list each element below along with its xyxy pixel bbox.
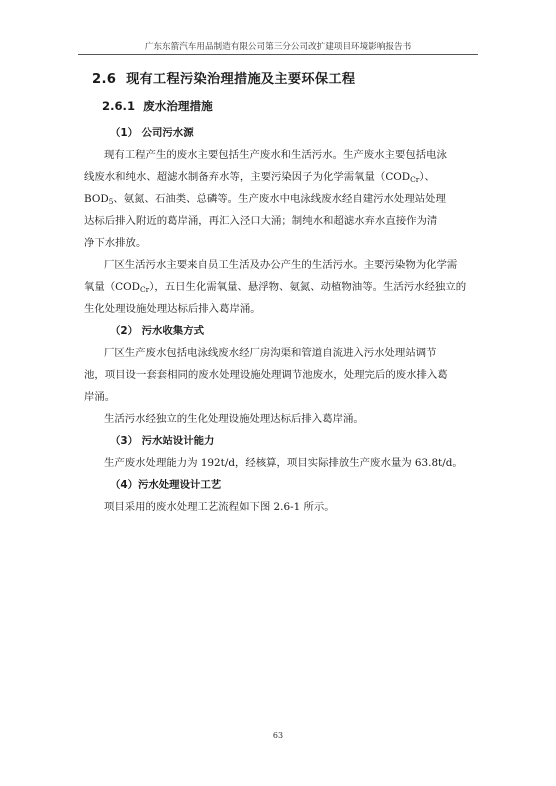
header-rule — [78, 54, 478, 55]
p1-line-5: 净下水排放。 — [84, 237, 147, 249]
section-heading — [92, 68, 355, 87]
p3-line-1: 厂区生产废水包括电泳线废水经厂房沟渠和管道自流进入污水处理站调节 — [104, 347, 437, 359]
subsection-title: 废水治理措施 — [143, 99, 213, 113]
heading-sewage-source: （1） 公司污水源 — [110, 127, 194, 139]
heading-collection-method: （2） 污水收集方式 — [110, 325, 204, 337]
subsection-heading — [102, 98, 213, 114]
section-number: 2.6 — [92, 72, 117, 87]
p1-line-4: 达标后排入附近的葛岸涌，再汇入泾口大涌；制纯水和超滤水弃水直接作为清 — [84, 215, 438, 227]
page-number: 63 — [272, 731, 284, 740]
p2-line-3: 生化处理设施处理达标后排入葛岸涌。 — [84, 303, 261, 315]
heading-treatment-process: （4）污水处理设计工艺 — [110, 479, 222, 491]
p1-line-3: $BOD_5$、氨氮、石油类、总磷等。生产废水中电泳线废水经自建污水处理站处理 — [84, 193, 446, 206]
p1-line-2: 线废水和纯水、超滤水制备弃水等，主要污染因子为化学需氧量$(COD_{Cr})$、 — [84, 171, 435, 184]
heading-design-capacity: （3） 污水站设计能力 — [110, 435, 215, 447]
p4-line-1: 生活污水经独立的生化处理设施处理达标后排入葛岸涌。 — [104, 413, 364, 425]
p2-line-2: 氧量$(COD_{Cr})$，五日生化需氧量、悬浮物、氨氮、动植物油等。生活污水经独立的 — [84, 281, 467, 294]
p1-line-1: 现有工程产生的废水主要包括生产废水和生活污水。生产废水主要包括电泳 — [104, 149, 447, 161]
running-header: 广东东箭汽车用品制造有限公司第三分公司改扩建项目环境影响报告书 — [144, 42, 412, 52]
subsection-number: 2.6.1 — [102, 99, 136, 113]
p6-line-1: 项目采用的废水处理工艺流程如下图 2.6-1 所示。 — [104, 501, 335, 513]
p3-line-3: 岸涌。 — [84, 391, 116, 403]
p5-line-1: 生产废水处理能力为 192t/d，经核算，项目实际排放生产废水量为 63.8t/d。 — [104, 457, 463, 469]
p2-line-1: 厂区生活污水主要来自员工生活及办公产生的生活污水。主要污染物为化学需 — [104, 259, 458, 271]
section-title: 现有工程污染治理措施及主要环保工程 — [126, 72, 356, 87]
p3-line-2: 池，项目设一套套相同的废水处理设施处理调节池废水，处理完后的废水排入葛 — [84, 369, 448, 381]
